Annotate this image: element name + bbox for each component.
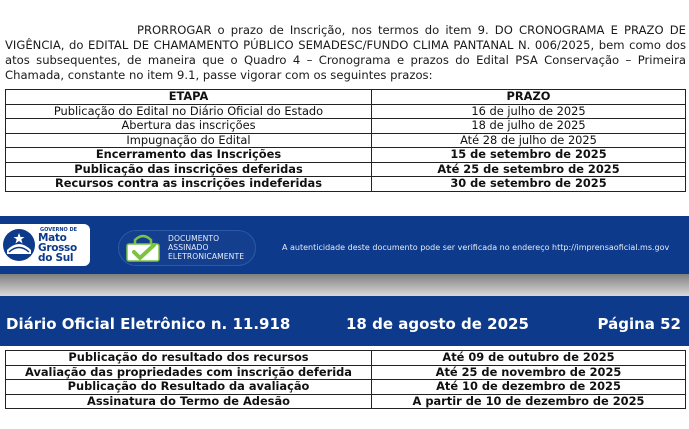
prazo-cell: Até 25 de novembro de 2025 [372,365,686,380]
prazo-cell: Até 09 de outubro de 2025 [372,351,686,366]
table-header-row [6,90,686,105]
schedule-table-continued [5,350,686,409]
journal-header [0,296,689,346]
journal-title: Diário Oficial Eletrônico n. 11.918 [6,315,291,333]
prazo-cell: 18 de julho de 2025 [372,119,686,134]
etapa-cell: Avaliação das propriedades com inscrição deferida [6,365,372,380]
table-row [6,133,686,148]
state-emblem-icon [2,228,36,262]
table-row [6,104,686,119]
logo-caption: GOVERNO DE [40,227,78,233]
prazo-cell: Até 25 de setembro de 2025 [372,162,686,177]
badge-line: ASSINADO [168,243,209,252]
prazo-cell: 30 de setembro de 2025 [372,177,686,192]
signed-document-badge [118,230,256,266]
etapa-cell: Recursos contra as inscrições indeferidas [6,177,372,192]
prazo-cell: 16 de julho de 2025 [372,104,686,119]
etapa-cell: Publicação do Edital no Diário Oficial do Estado [6,104,372,119]
body-paragraph: PRORROGAR o prazo de Inscrição, nos termos do item 9. DO CRONOGRAMA E PRAZO DE VIGÊNCIA, do EDITAL DE CHAMAMENTO PÚBLICO SEMADESC/FUNDO CLIMA PANTANAL N. 006/2025, bem como dos atos subsequentes, de maneira que o Quadro 4 – Cronograma e prazos do Edital PSA Conservação – Primeira Chamada, constante no item 9.1, passe vigorar com os seguintes prazos: [5,22,686,82]
logo-line: Mato [38,232,67,244]
signed-check-icon [125,233,163,263]
authenticity-note: A autenticidade deste documento pode ser verificada no endereço http://imprensaoficial.ms.gov [282,243,670,252]
header-etapa: ETAPA [6,90,372,105]
logo-line: Grosso [38,242,77,254]
table-row [6,394,686,409]
table-row [6,148,686,163]
table-row [6,119,686,134]
government-logo [0,224,90,266]
table-row [6,351,686,366]
schedule-table [5,89,686,192]
prazo-cell: 15 de setembro de 2025 [372,148,686,163]
page-banner [0,216,689,274]
etapa-cell: Abertura das inscrições [6,119,372,134]
badge-line: ELETRONICAMENTE [168,252,245,261]
header-prazo: PRAZO [372,90,686,105]
table-row [6,162,686,177]
etapa-cell: Publicação das inscrições deferidas [6,162,372,177]
badge-text [168,234,244,261]
etapa-cell: Publicação do Resultado da avaliação [6,380,372,395]
logo-name [38,233,77,263]
logo-line: do Sul [38,252,74,264]
etapa-cell: Impugnação do Edital [6,133,372,148]
prazo-cell: Até 10 de dezembro de 2025 [372,380,686,395]
table-row [6,380,686,395]
prazo-cell: Até 28 de julho de 2025 [372,133,686,148]
page-number: Página 52 [597,315,681,333]
table-row [6,365,686,380]
etapa-cell: Assinatura do Termo de Adesão [6,394,372,409]
badge-line: DOCUMENTO [168,234,220,243]
journal-date: 18 de agosto de 2025 [346,315,529,333]
etapa-cell: Publicação do resultado dos recursos [6,351,372,366]
prazo-cell: A partir de 10 de dezembro de 2025 [372,394,686,409]
table-row [6,177,686,192]
etapa-cell: Encerramento das Inscrições [6,148,372,163]
divider-band [0,274,689,296]
